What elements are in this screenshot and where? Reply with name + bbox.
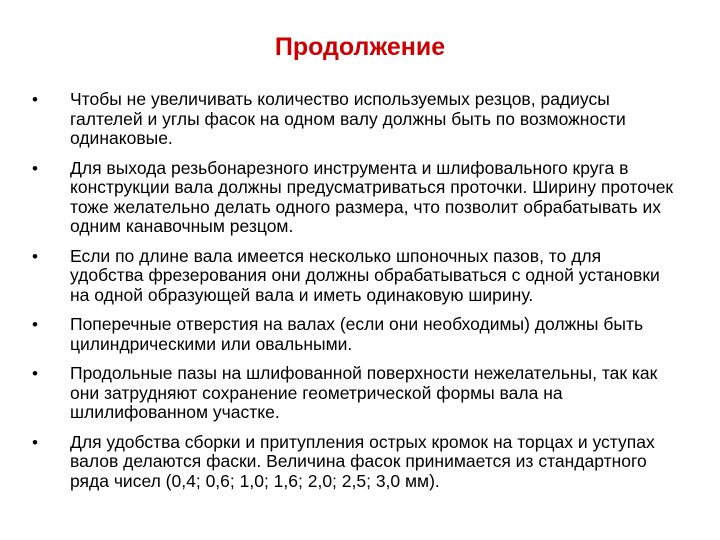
- bullet-marker: •: [32, 246, 38, 266]
- bullet-text: Если по длине вала имеется несколько шпоночных пазов, то для удобства фрезерования они должны обрабатываться с одной установки на одной образующей вала и иметь одинаковую ширину.: [70, 245, 660, 305]
- bullet-marker: •: [32, 315, 38, 334]
- bullet-text: Для удобства сборки и притупления острых кромок на торцах и уступах валов делаются фаски. Величина фасок принимается из стандартного ряда чисел (0,4; 0,6; 1,0; 1,6; 2,0; 2,5; 3,0 мм).: [70, 431, 655, 491]
- bullet-marker: •: [32, 158, 38, 178]
- bullet-marker: •: [32, 432, 38, 452]
- bullet-list: [30, 90, 678, 501]
- bullet-item: [30, 159, 678, 237]
- bullet-marker: •: [32, 90, 38, 109]
- bullet-marker: •: [32, 364, 38, 383]
- bullet-item: [30, 364, 678, 423]
- bullet-text: Для выхода резьбонарезного инструмента и шлифовального круга в конструкции вала должны предусматриваться проточки. Ширину проточек тоже желательно делать одного размера, что позволит обрабатывать их одним канавочным резцом.: [70, 157, 674, 236]
- bullet-item: [30, 433, 678, 492]
- bullet-item: [30, 247, 678, 306]
- bullet-item: [30, 315, 678, 354]
- bullet-text: Продольные пазы на шлифованной поверхности нежелательны, так как они затрудняют сохранение геометрической формы вала на шлилифованном участке.: [70, 363, 658, 422]
- slide-title: Продолжение: [274, 33, 446, 61]
- bullet-item: [30, 90, 678, 149]
- bullet-text: Поперечные отверстия на валах (если они необходимы) должны быть цилиндрическими или овальными.: [70, 314, 644, 354]
- bullet-text: Чтобы не увеличивать количество используемых резцов, радиусы галтелей и углы фасок на одном валу должны быть по возможности одинаковые.: [70, 89, 626, 148]
